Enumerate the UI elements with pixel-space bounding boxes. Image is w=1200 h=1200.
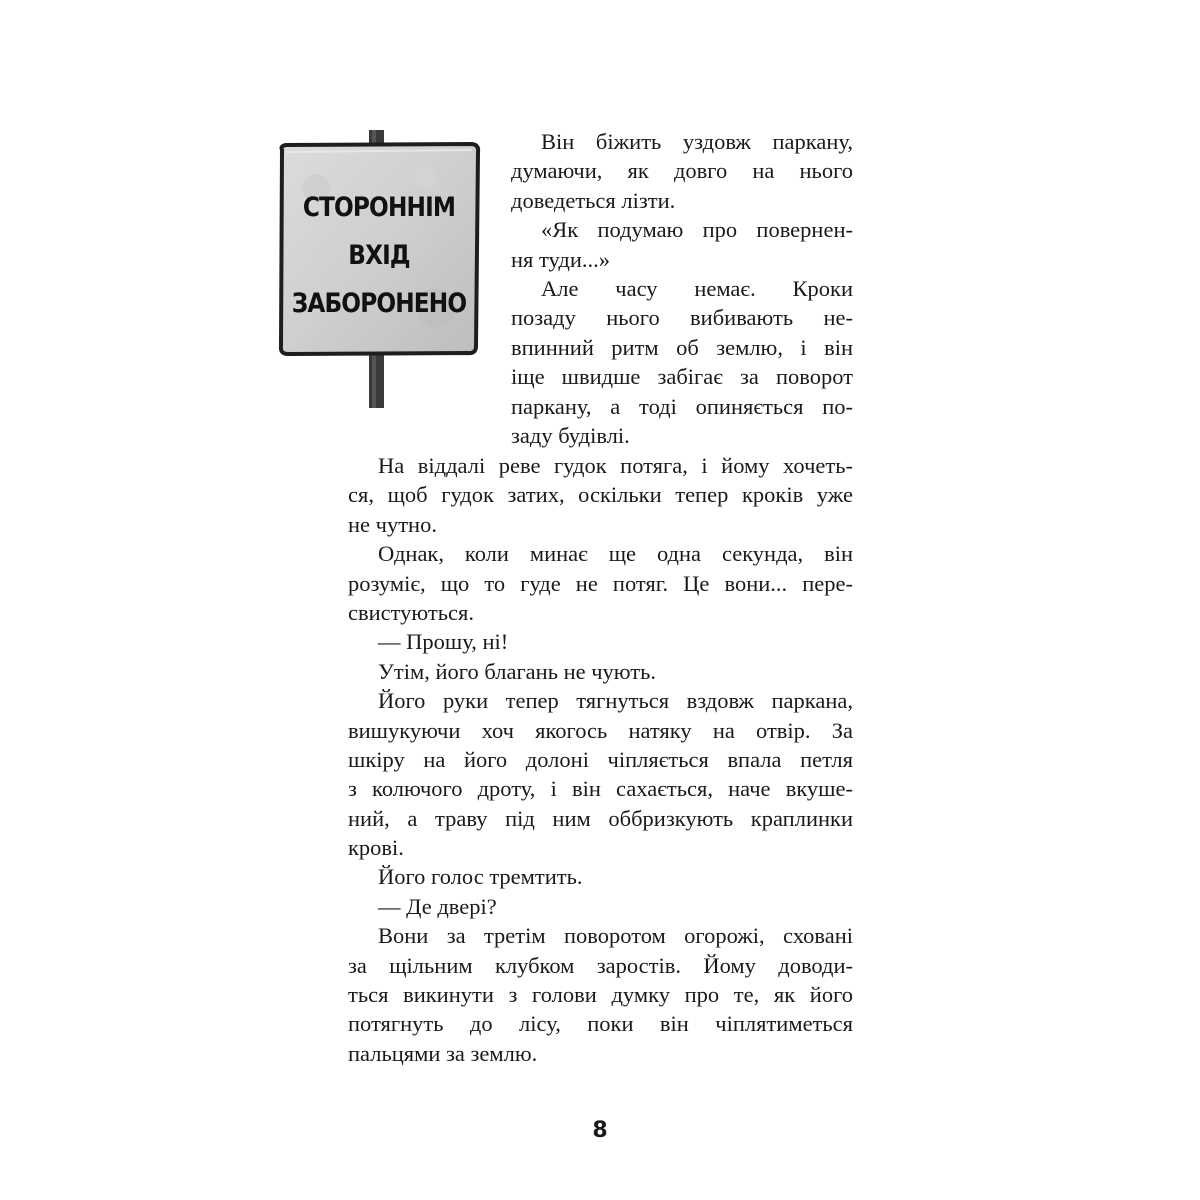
text-line: паркану, а тоді опиняється по- [511,393,853,419]
text-line: Але часу немає. Кроки [541,275,853,301]
text-line: вишукуючи хоч якогось натяку на отвір. За [348,717,853,743]
text-line: доведеться лізти. [511,187,676,213]
text-line: ня туди...» [511,246,610,272]
text-line: заду будівлі. [511,422,630,448]
text-line: за щільним клубком заростів. Йому доводи- [348,952,853,978]
page-number: 8 [592,1118,608,1143]
text-line: позаду нього вибивають не- [511,305,853,331]
text-line: — Де двері? [378,893,497,919]
text-line: ться викинути з голови думку про те, як його [348,982,853,1008]
text-block-narrow [511,127,853,450]
text-line: ся, щоб гудок затих, оскільки тепер кроків уже [348,482,853,508]
text-line: Вони за третім поворотом огорожі, сховані [378,923,853,949]
sign-line-2: ВХІД [348,240,410,271]
text-line: потягнуть до лісу, поки він чіплятиметься [348,1011,853,1037]
text-line: ний, а траву під ним оббризкують краплинки [348,805,853,831]
text-line: розуміє, що то гуде не потяг. Це вони... пере- [348,570,853,596]
text-line: думаючи, як довго на нього [511,158,853,184]
text-line: свистуються. [348,599,474,625]
text-line: крові. [348,835,404,861]
text-line: не чутно. [348,511,437,537]
text-line: «Як подумаю про повернен- [541,217,853,243]
sign-line-3: ЗАБОРОНЕНО [291,288,467,319]
text-line: іще швидше забігає за поворот [511,364,853,390]
text-line: Утім, його благань не чують. [378,658,657,684]
text-line: впинний ритм об землю, і він [511,334,853,360]
text-line: шкіру на його долоні чіпляється впала петля [348,746,853,772]
text-line: Його голос тремтить. [378,864,583,890]
text-line: Він біжить уздовж паркану, [541,129,853,154]
text-line: Його руки тепер тягнуться вздовж паркана, [378,688,853,714]
text-line: На віддалі реве гудок потяга, і йому хочеть- [378,453,853,478]
text-line: пальцями за землю. [348,1040,538,1066]
text-line: — Прошу, ні! [378,629,509,655]
sign-text [290,184,467,328]
text-line: з колючого дроту, і він сахається, наче вкуше- [348,776,853,802]
text-line: Однак, коли минає ще одна секунда, він [378,541,853,567]
sign-line-1: СТОРОННІМ [302,192,456,223]
no-entry-sign-illustration [276,128,482,410]
text-block-full [348,451,853,1068]
